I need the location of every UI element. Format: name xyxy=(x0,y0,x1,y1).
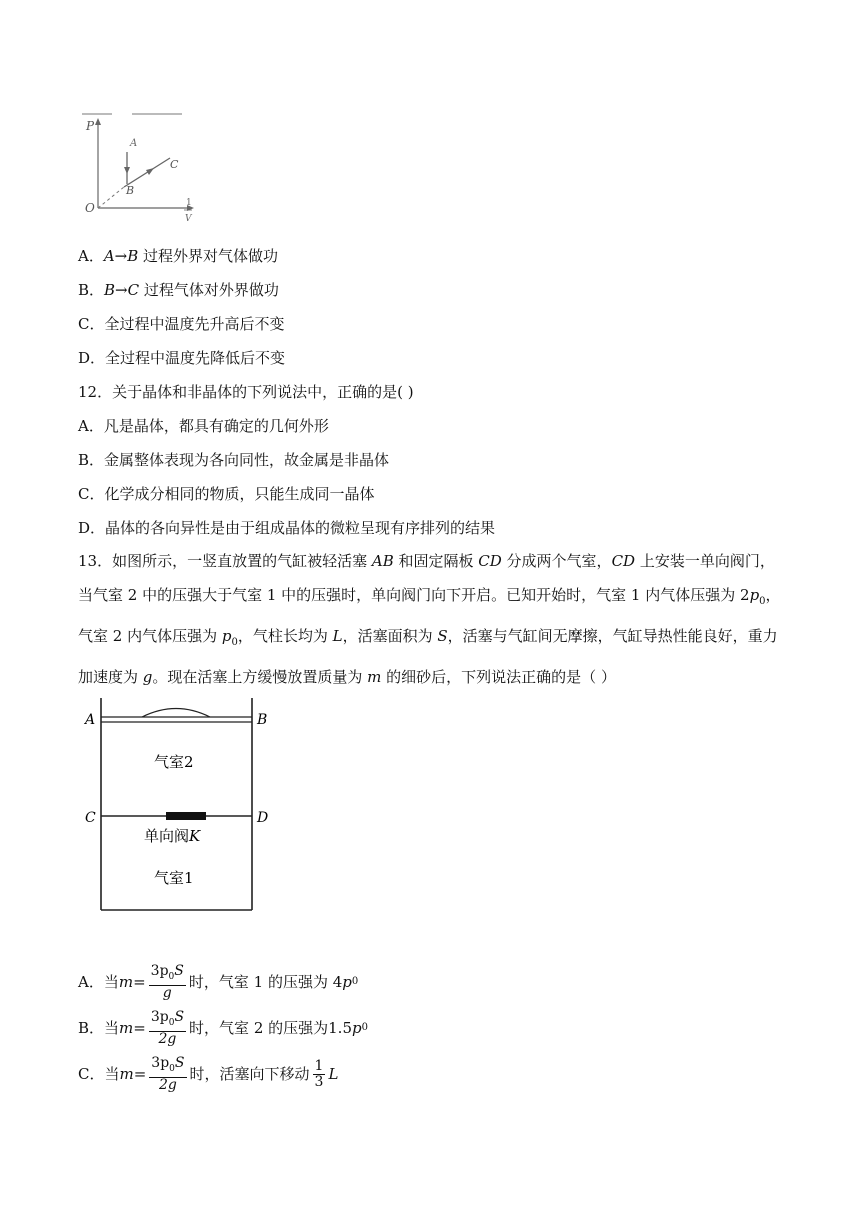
graph-b-label: B xyxy=(126,184,135,197)
option-a-text: 过程外界对气体做功 xyxy=(138,247,279,265)
valve-label: 单向阀K xyxy=(144,827,201,845)
q11-option-b xyxy=(78,280,279,300)
q11-option-c: C．全过程中温度先升高后不变 xyxy=(78,315,285,333)
option-b-prefix: B． xyxy=(78,281,105,299)
graph-o-label: O xyxy=(85,201,95,215)
q13-option-c: C．当 m = $\frac{3p_0S}{2g}$ 时，活塞向下移动 $\frac{1}{3}$ L xyxy=(78,1055,339,1093)
fraction-one-third: $\frac{1}{3}$ xyxy=(314,1057,324,1090)
q13-option-a: A．当 m = $\frac{3p_0S}{g}$ 时，气室 1 的压强为 4 p 0 xyxy=(78,963,359,1001)
graph-c-label: C xyxy=(170,158,179,171)
graph-x-den: V xyxy=(185,214,192,224)
q12-stem: 12．关于晶体和非晶体的下列说法中，正确的是( ) xyxy=(78,383,414,401)
graph-x-num: 1 xyxy=(186,198,192,208)
option-a-prefix: A． xyxy=(78,247,104,265)
graph-a-label: A xyxy=(130,138,138,149)
fraction-c: $\frac{3p_0S}{2g}$ xyxy=(151,1055,185,1093)
chamber1-label: 气室1 xyxy=(154,869,194,887)
label-b: B xyxy=(257,712,268,728)
fraction-b: $\frac{3p_0S}{2g}$ xyxy=(150,1009,185,1047)
graph-p-label: P xyxy=(86,119,95,133)
option-b-math: B→C xyxy=(104,281,140,299)
q12-option-b: B．金属整体表现为各向同性，故金属是非晶体 xyxy=(78,451,390,469)
label-d: D xyxy=(257,810,269,826)
q12-option-c: C．化学成分相同的物质，只能生成同一晶体 xyxy=(78,485,375,503)
label-c: C xyxy=(85,810,96,826)
q13-stem: 13．如图所示，一竖直放置的气缸被轻活塞 AB 和固定隔板 CD 分成两个气室，CD 上安装一单向阀门，当气室 2 中的压强大于气室 1 中的压强时，单向阀门向下开启。已知开始时，气室 1 内气体压强为 $2p_0$，气室 2 内气体压强为 $p_0$，气柱长均为 L，活塞面积为 S，活塞与气缸间无摩擦，气缸导热性能良好，重力加速度为 g。现在活塞上方缓慢放置质量为 m 的细砂后，下列说法正确的是（ ） xyxy=(78,552,781,686)
q12-option-d: D．晶体的各向异性是由于组成晶体的微粒呈现有序排列的结果 xyxy=(78,519,496,537)
q13-option-b: B．当 m = $\frac{3p_0S}{2g}$ 时，气室 2 的压强为1.5 p 0 xyxy=(78,1009,368,1047)
q12-option-a: A．凡是晶体，都具有确定的几何外形 xyxy=(78,417,329,435)
p-inverse-v-graph xyxy=(82,110,202,225)
q11-option-d: D．全过程中温度先降低后不变 xyxy=(78,349,286,367)
chamber2-label: 气室2 xyxy=(154,753,194,771)
fraction-a: $\frac{3p_0S}{g}$ xyxy=(150,963,184,1001)
q11-option-a xyxy=(78,246,278,266)
cylinder-figure xyxy=(80,698,280,916)
option-a-math: A→B xyxy=(103,247,139,265)
option-b-text: 过程气体对外界做功 xyxy=(139,281,279,299)
label-a: A xyxy=(85,712,96,728)
